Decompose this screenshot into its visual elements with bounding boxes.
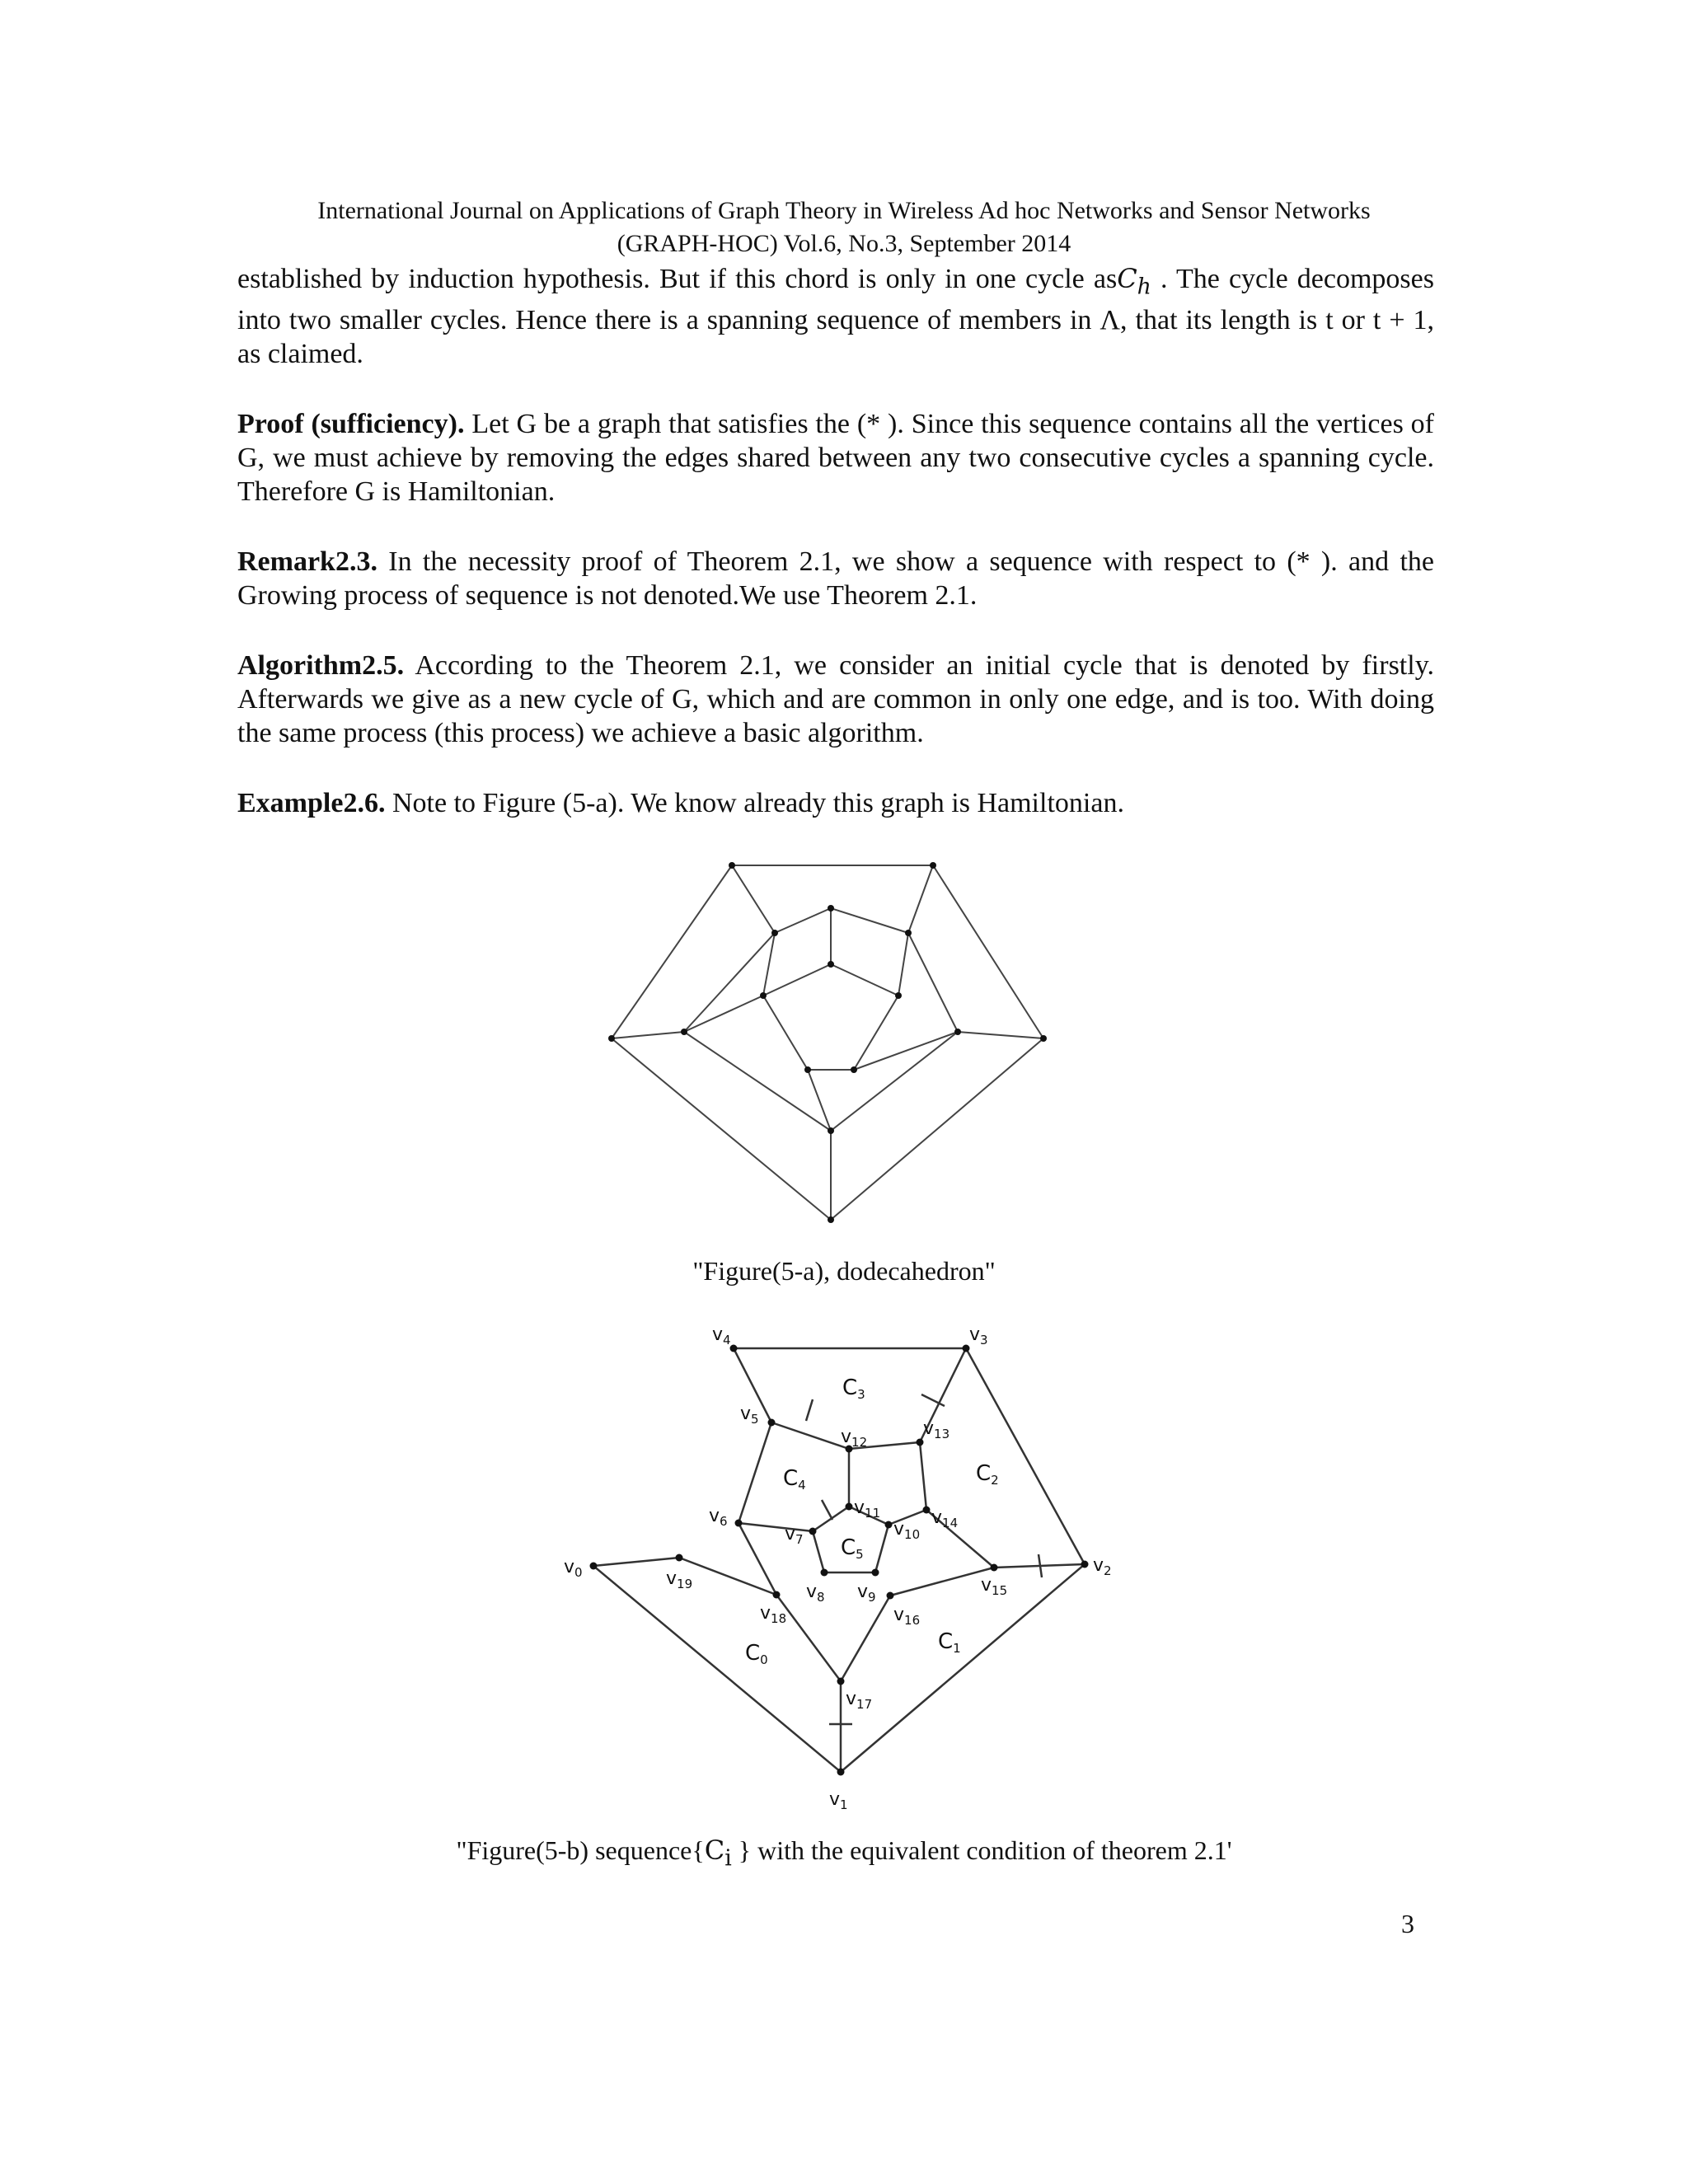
vertex-label-v13: $v_{13}$ bbox=[923, 1418, 950, 1441]
vertex-label-v7: $v_7$ bbox=[785, 1524, 804, 1547]
caption-math-ci bbox=[704, 1835, 732, 1872]
vertex-label-v14: $v_{14}$ bbox=[931, 1507, 959, 1530]
caption-text: "Figure(5-b) sequence{ bbox=[456, 1835, 705, 1865]
math-symbol: C bbox=[1117, 263, 1137, 294]
figure-b-caption bbox=[0, 1835, 1688, 1871]
page-number: 3 bbox=[1401, 1909, 1414, 1938]
paragraph-text: According to the Theorem 2.1, we consider an initial cycle that is denoted by firstly. Afterwards we give as a new cycle of G, which and are common in only one edge, and is too. With doing the same process (this process) we achieve a basic algorithm. bbox=[237, 650, 1434, 749]
running-header bbox=[0, 194, 1688, 260]
vertex-label-v15: $v_{15}$ bbox=[981, 1575, 1008, 1598]
dodecahedron-graph bbox=[577, 841, 1071, 1253]
paragraph-text: Let G be a graph that satisfies the (* ). Since this sequence contains all the vertices of G, we must achieve by removing the edges shared between any two consecutive cycles a spanning cycle. Therefore G is Hamiltonian. bbox=[237, 409, 1434, 508]
cycle-label-c5: C5 bbox=[841, 1535, 864, 1562]
vertex-label-v2: $v_2$ bbox=[1093, 1555, 1112, 1578]
vertex-label-v8: $v_8$ bbox=[806, 1582, 825, 1605]
vertex-label-v0: $v_0$ bbox=[564, 1557, 583, 1580]
body-text bbox=[237, 262, 1434, 820]
vertex-label-v11: $v_{11}$ bbox=[854, 1497, 881, 1521]
cycle-label-c4: C4 bbox=[783, 1466, 806, 1493]
figure-dodecahedron bbox=[577, 841, 1071, 1257]
vertex-label-v16: $v_{16}$ bbox=[893, 1605, 921, 1628]
paragraph-text: . The cycle decomposes into two smaller cycles. Hence there is a spanning sequence of members in Λ, that its length is t or t + 1, as claimed. bbox=[237, 264, 1434, 370]
paragraph-heading: Remark2.3. bbox=[237, 546, 377, 578]
vertex-label-v5: $v_5$ bbox=[740, 1404, 759, 1427]
vertex-label-v9: $v_9$ bbox=[857, 1582, 876, 1605]
vertex-label-v6: $v_6$ bbox=[709, 1506, 728, 1529]
cycle-label-c3: C3 bbox=[842, 1376, 865, 1402]
paragraph-remark bbox=[237, 545, 1434, 612]
paragraph-proof-sufficiency bbox=[237, 407, 1434, 509]
paragraph-algorithm bbox=[237, 649, 1434, 750]
paragraph-heading: Algorithm2.5. bbox=[237, 650, 405, 682]
vertex-label-v17: $v_{17}$ bbox=[846, 1689, 873, 1712]
paragraph-induction bbox=[237, 262, 1434, 371]
header-journal-title: International Journal on Applications of Graph Theory in Wireless Ad hoc Networks and Sensor Networks bbox=[317, 197, 1371, 224]
paragraph-heading: Example2.6. bbox=[237, 788, 386, 819]
caption-text: } with the equivalent condition of theorem 2.1' bbox=[731, 1835, 1232, 1865]
paragraph-example bbox=[237, 786, 1434, 820]
cycle-label-c2: C2 bbox=[976, 1461, 999, 1488]
math-c-h bbox=[1117, 263, 1151, 300]
vertex-label-v4: $v_4$ bbox=[712, 1324, 731, 1347]
paragraph-text: established by induction hypothesis. But if this chord is only in one cycle as bbox=[237, 264, 1118, 294]
figure-cycle-sequence bbox=[544, 1310, 1170, 1817]
cycle-sequence-graph bbox=[544, 1310, 1170, 1813]
vertex-label-v19: $v_{19}$ bbox=[666, 1568, 693, 1591]
figure-a-caption: "Figure(5-a), dodecahedron" bbox=[692, 1256, 996, 1286]
vertex-label-v18: $v_{18}$ bbox=[760, 1603, 787, 1626]
cycle-label-c0: C0 bbox=[745, 1641, 768, 1667]
cycle-label-c1: C1 bbox=[938, 1629, 961, 1656]
vertex-label-v12: $v_{12}$ bbox=[841, 1427, 868, 1450]
vertex-label-v3: $v_3$ bbox=[969, 1324, 988, 1347]
paragraph-heading: Proof (sufficiency). bbox=[237, 409, 465, 440]
math-symbol: C bbox=[704, 1835, 725, 1866]
vertex-label-v1: $v_1$ bbox=[829, 1789, 848, 1812]
header-volume-info: (GRAPH-HOC) Vol.6, No.3, September 2014 bbox=[617, 230, 1071, 257]
paragraph-text: Note to Figure (5-a). We know already this graph is Hamiltonian. bbox=[385, 788, 1124, 819]
math-subscript: h bbox=[1137, 274, 1151, 300]
paragraph-text: In the necessity proof of Theorem 2.1, we show a sequence with respect to (* ). and the Growing process of sequence is not denoted.We use Theorem 2.1. bbox=[237, 546, 1434, 612]
math-subscript: i bbox=[724, 1845, 732, 1872]
vertex-label-v10: $v_{10}$ bbox=[893, 1519, 921, 1542]
